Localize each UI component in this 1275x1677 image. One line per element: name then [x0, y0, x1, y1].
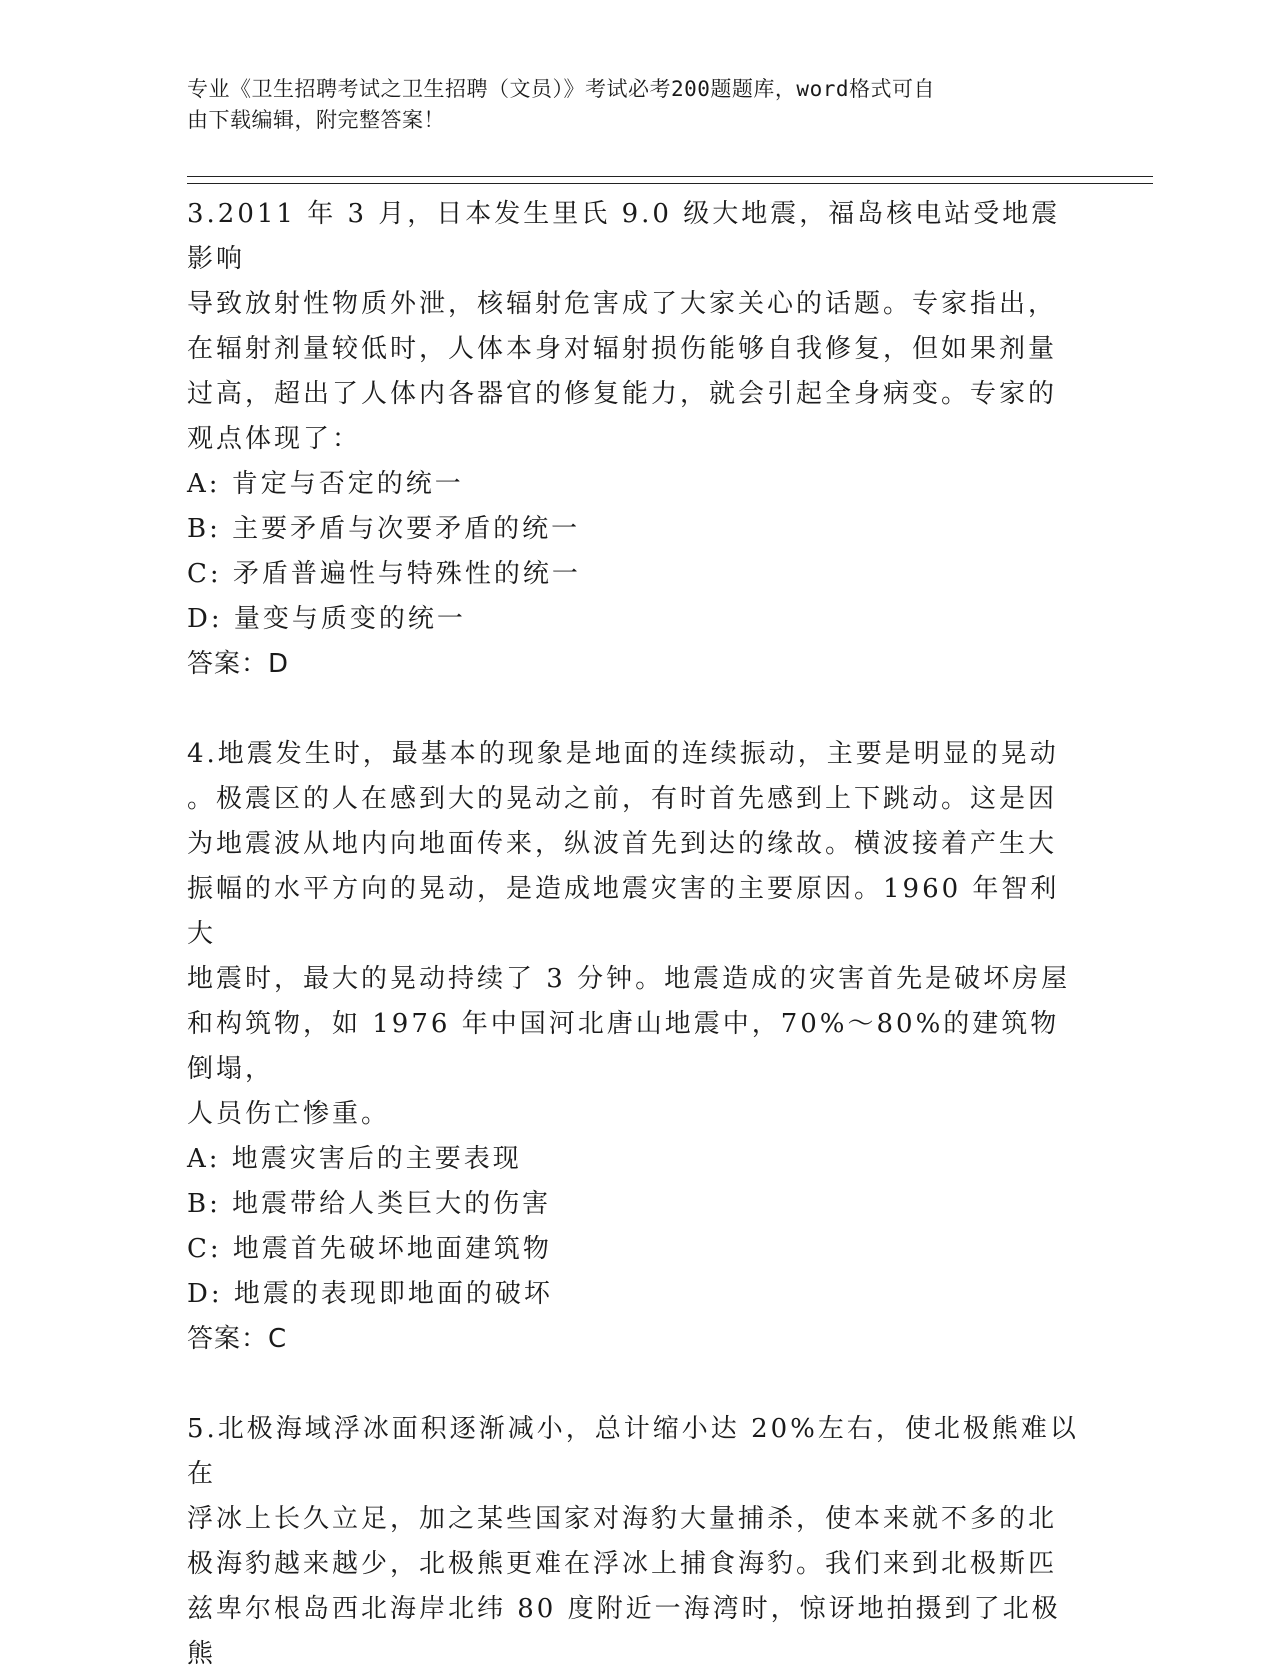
- option-b: B: 主要矛盾与次要矛盾的统一: [187, 514, 581, 544]
- answer-label: 答案：D: [187, 649, 290, 679]
- question-stem-line: 为地震波从地内向地面传来，纵波首先到达的缘故。横波接着产生大: [187, 829, 1058, 859]
- question-stem-line: 兹卑尔根岛西北海岸北纬 80 度附近一海湾时，惊讶地拍摄到了北极熊: [187, 1594, 1061, 1669]
- question-5: [187, 1407, 1087, 1677]
- question-stem-line: 4.地震发生时，最基本的现象是地面的连续振动，主要是明显的晃动: [187, 739, 1059, 769]
- document-body: [187, 192, 1087, 1677]
- question-spacer: [187, 687, 1087, 732]
- question-spacer: [187, 1362, 1087, 1407]
- question-stem-line: 3.2011 年 3 月，日本发生里氏 9.0 级大地震，福岛核电站受地震影响: [187, 199, 1061, 274]
- question-stem-line: 浮冰上长久立足，加之某些国家对海豹大量捕杀，使本来就不多的北: [187, 1504, 1058, 1534]
- header-divider-top: [187, 176, 1153, 177]
- question-stem-line: 在辐射剂量较低时，人体本身对辐射损伤能够自我修复，但如果剂量: [187, 334, 1058, 364]
- document-header: [187, 74, 1067, 136]
- question-stem-line: 过高，超出了人体内各器官的修复能力，就会引起全身病变。专家的: [187, 379, 1058, 409]
- option-d: D: 地震的表现即地面的破坏: [187, 1279, 553, 1309]
- header-line-2: 由下载编辑，附完整答案！: [187, 108, 445, 132]
- question-4: [187, 732, 1087, 1362]
- question-stem-line: 和构筑物，如 1976 年中国河北唐山地震中，70%～80%的建筑物倒塌，: [187, 1009, 1060, 1084]
- question-stem-line: 振幅的水平方向的晃动，是造成地震灾害的主要原因。1960 年智利大: [187, 874, 1060, 949]
- question-stem-line: 人员伤亡惨重。: [187, 1099, 391, 1129]
- question-stem-line: 导致放射性物质外泄，核辐射危害成了大家关心的话题。专家指出，: [187, 289, 1058, 319]
- option-c: C: 地震首先破坏地面建筑物: [187, 1234, 552, 1264]
- header-line-1: 专业《卫生招聘考试之卫生招聘（文员）》考试必考200题题库，word格式可自: [187, 77, 935, 101]
- header-divider-bottom: [187, 183, 1153, 184]
- question-stem-line: 5.北极海域浮冰面积逐渐减小，总计缩小达 20%左右，使北极熊难以在: [187, 1414, 1079, 1489]
- option-d: D: 量变与质变的统一: [187, 604, 466, 634]
- answer-label: 答案：C: [187, 1324, 288, 1354]
- question-stem-line: 地震时，最大的晃动持续了 3 分钟。地震造成的灾害首先是破坏房屋: [187, 964, 1071, 994]
- question-stem-line: 极海豹越来越少，北极熊更难在浮冰上捕食海豹。我们来到北极斯匹: [187, 1549, 1058, 1579]
- option-b: B: 地震带给人类巨大的伤害: [187, 1189, 552, 1219]
- question-3: [187, 192, 1087, 687]
- option-a: A: 肯定与否定的统一: [187, 469, 464, 499]
- question-stem-line: 。极震区的人在感到大的晃动之前，有时首先感到上下跳动。这是因: [187, 784, 1058, 814]
- option-c: C: 矛盾普遍性与特殊性的统一: [187, 559, 581, 589]
- question-stem-line: 观点体现了：: [187, 424, 362, 454]
- option-a: A: 地震灾害后的主要表现: [187, 1144, 522, 1174]
